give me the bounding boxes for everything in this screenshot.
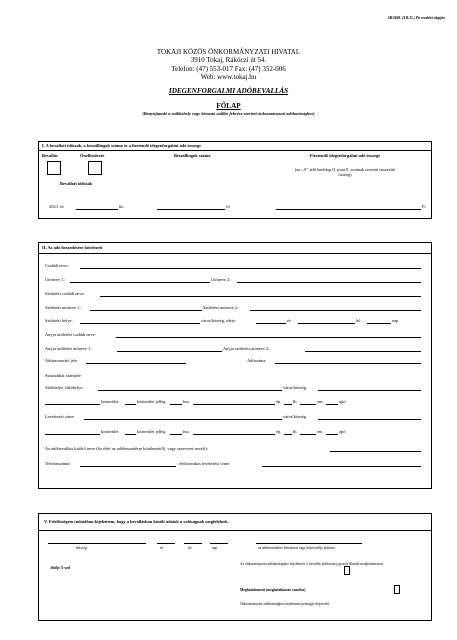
family-name-label: Családi neve: xyxy=(45,263,69,268)
header-address: 3910 Tokaj, Rákóczi út 54. xyxy=(190,56,267,65)
seat-city-suffix: város/község xyxy=(283,385,306,390)
section-5-title: V. Felelősségem tudatában kijelentem, hogy a bevallásban közölt adatok a valóságnak megfelelnek. xyxy=(44,519,229,524)
tax-number-label: Adószáma xyxy=(247,358,266,363)
mailing-lh-field[interactable] xyxy=(284,434,292,435)
seat-hsz-field[interactable] xyxy=(170,404,182,405)
guests-field[interactable] xyxy=(157,209,225,210)
section-1-title: I. A bevallott időszak, a beszállingok száma és a fizetendő idegenforgalmi adó összege xyxy=(42,143,202,148)
birth-first-name-2-label: Születési utóneve 2.: xyxy=(203,305,240,310)
seat-ajto-suffix: ajtó xyxy=(339,399,346,404)
signature-label: az adóbeszedésre kötelezett vagy képviselője aláírása xyxy=(258,546,335,550)
sheet-title: FŐLAP xyxy=(216,102,241,110)
option-authorized-checkbox[interactable] xyxy=(394,585,400,594)
seat-lh-field[interactable] xyxy=(284,404,292,405)
bevallas-checkbox[interactable] xyxy=(47,161,61,175)
guests-suffix: fő xyxy=(226,204,230,209)
tax-id-field[interactable] xyxy=(86,363,186,364)
birth-date-label: város/község, ideje: xyxy=(201,318,236,323)
mailing-ajto-suffix: ajtó xyxy=(339,429,346,434)
mailing-hsz-field[interactable] xyxy=(170,434,182,435)
seat-ajto-field[interactable] xyxy=(326,404,338,405)
birth-month-field[interactable] xyxy=(298,323,355,324)
mailing-city-field[interactable] xyxy=(84,419,282,420)
email-label: , elektronikus levelezési címe: xyxy=(177,461,231,466)
first-name-2-field[interactable] xyxy=(237,282,421,283)
option-authorized: Meghatalmazott (meghatalmazás csatolva) xyxy=(240,588,306,592)
mailing-street-field[interactable] xyxy=(45,434,100,435)
seat-extra-field[interactable] xyxy=(318,390,421,391)
seat-street-type-suffix: közterület jelleg xyxy=(137,399,166,404)
tax-number-field[interactable] xyxy=(275,363,421,364)
seat-label: Székhelye, lakóhelye: xyxy=(45,385,84,390)
sheet-subtitle: (Benyújtandó a szálláshely vagy bérautó szállás fekvése szerinti önkormányzati adóhatósághoz) xyxy=(142,111,315,116)
seat-street-type-field[interactable] xyxy=(125,404,136,405)
option-permanent-rep-checkbox[interactable] xyxy=(344,566,350,575)
mailing-em-suffix: em. xyxy=(317,429,324,434)
birth-first-name-2-field[interactable] xyxy=(250,310,421,311)
day-label: nap xyxy=(212,546,218,550)
birth-year-suffix: év xyxy=(287,318,292,323)
birth-family-name-label: Születési családi neve: xyxy=(45,291,85,296)
filler-name-field[interactable] xyxy=(330,451,421,452)
mother-first-name-2-label: Anyja születési utóneve 2.: xyxy=(223,346,271,351)
day-field[interactable] xyxy=(210,543,228,544)
birth-year-field[interactable] xyxy=(256,323,286,324)
tax-id-label: Adóazonosító jele: xyxy=(45,358,79,363)
filler-name-label: Az adóbevallást kitöltő neve (ha eltér az adóbeszedésre kötelezettől), vagy szervezet neve(i): xyxy=(45,446,209,451)
tax-field[interactable] xyxy=(276,209,421,210)
signature-field[interactable] xyxy=(256,543,362,544)
mailing-ajto-field[interactable] xyxy=(326,434,338,435)
col-onellenorzes: Önellenőrzés xyxy=(80,153,105,158)
family-name-field[interactable] xyxy=(80,268,421,269)
tax-suffix: Ft xyxy=(422,204,426,209)
phone-label: Telefonszáma: xyxy=(45,461,71,466)
stat-number-label: Statisztikai számjele xyxy=(45,373,81,378)
first-name-2-label: Utóneve 2.: xyxy=(211,277,232,282)
month-label-sign: hó xyxy=(188,546,192,550)
month-field[interactable] xyxy=(76,209,118,210)
col-guests: Beszállingok száma xyxy=(174,153,211,158)
year-label-sign: év xyxy=(160,546,164,550)
mother-first-name-1-label: Anyja születési utóneve 1.: xyxy=(45,346,93,351)
mailing-street-suffix: közterület xyxy=(101,429,119,434)
seat-city-field[interactable] xyxy=(98,390,282,391)
seat-ep-field[interactable] xyxy=(193,404,275,405)
onellenorzes-checkbox[interactable] xyxy=(88,161,102,175)
seat-hsz-suffix: hsz. xyxy=(183,399,190,404)
mailing-hsz-suffix: hsz. xyxy=(183,429,190,434)
doc-title: IDEGENFORGALMI ADÓBEVALLÁS xyxy=(168,87,289,95)
mailing-extra-field[interactable] xyxy=(318,419,421,420)
section-2-title: II. Az adó beszedésére kötelezett xyxy=(42,245,103,250)
mailing-ep-field[interactable] xyxy=(193,434,275,435)
year-label: 2023. év xyxy=(49,204,65,209)
mother-family-name-label: Anyja születési családi neve: xyxy=(45,332,96,337)
mailing-street-type-field[interactable] xyxy=(125,434,136,435)
email-field[interactable] xyxy=(262,466,421,467)
seat-lh-suffix: lh. xyxy=(293,399,298,404)
option-permanent-rep: Az önkormányzati adóhatósághoz bejelentett, a bevallás aláírására jogosult állandó meghatalmazott xyxy=(240,562,384,566)
place-label: helység xyxy=(76,546,87,550)
birth-place-label: Születési helye: xyxy=(45,318,73,323)
mailing-city-suffix: város/község xyxy=(283,414,306,419)
birth-first-name-1-field[interactable] xyxy=(90,310,202,311)
seat-em-field[interactable] xyxy=(300,404,316,405)
birth-month-suffix: hó xyxy=(356,318,361,323)
mailing-lh-suffix: lh. xyxy=(293,429,298,434)
birth-first-name-1-label: Születési utóneve 1.: xyxy=(45,305,82,310)
col-period: Bevallott időszak xyxy=(60,181,93,186)
mother-family-name-field[interactable] xyxy=(116,337,421,338)
mailing-label: Levelezési címe: xyxy=(45,414,75,419)
header xyxy=(0,48,457,82)
month-field-sign[interactable] xyxy=(184,543,202,544)
mother-first-name-1-field[interactable] xyxy=(117,351,222,352)
seat-em-suffix: em. xyxy=(317,399,324,404)
col-tax-note: (az „A” jelű betétlap II. pont 8. sorának szerinti összesítő összeg) xyxy=(294,167,396,178)
first-name-1-field[interactable] xyxy=(70,282,210,283)
first-name-1-label: Utóneve 1.: xyxy=(45,277,66,282)
top-note: SB/2668. (XII.31.) Pü rendelet alapján xyxy=(387,16,445,20)
birth-family-name-field[interactable] xyxy=(100,296,421,297)
mother-first-name-2-field[interactable] xyxy=(305,351,421,352)
option-financial-rep: Önkormányzati adóhatósághoz bejelentett pénzügyi képviselő xyxy=(240,602,330,606)
mailing-em-field[interactable] xyxy=(300,434,316,435)
col-tax: Fizetendő idegenforgalmi adó összege xyxy=(309,153,381,158)
col-bevallas: Bevallás xyxy=(42,153,58,158)
header-phone: Telefon: (47) 553-017 Fax: (47) 352-006 xyxy=(171,64,286,73)
header-web: Web: www.tokaj.hu xyxy=(200,73,257,82)
birth-day-field[interactable] xyxy=(367,323,391,324)
birth-day-suffix: nap xyxy=(392,318,399,323)
mailing-ep-suffix: ép. xyxy=(276,429,282,434)
year-field[interactable] xyxy=(157,543,175,544)
mark-x-label: Jelölje X-szel xyxy=(50,566,71,570)
header-org: TOKAJI KÖZÖS ÖNKORMÁNYZATI HIVATAL xyxy=(156,48,301,56)
seat-ep-suffix: ép. xyxy=(276,399,282,404)
seat-street-field[interactable] xyxy=(45,404,100,405)
month-suffix: hó xyxy=(119,204,124,209)
phone-field[interactable] xyxy=(80,466,176,467)
place-field[interactable] xyxy=(48,543,146,544)
birth-place-field[interactable] xyxy=(80,323,200,324)
seat-street-suffix: közterület xyxy=(101,399,119,404)
mailing-street-type-suffix: közterület jelleg xyxy=(137,429,166,434)
